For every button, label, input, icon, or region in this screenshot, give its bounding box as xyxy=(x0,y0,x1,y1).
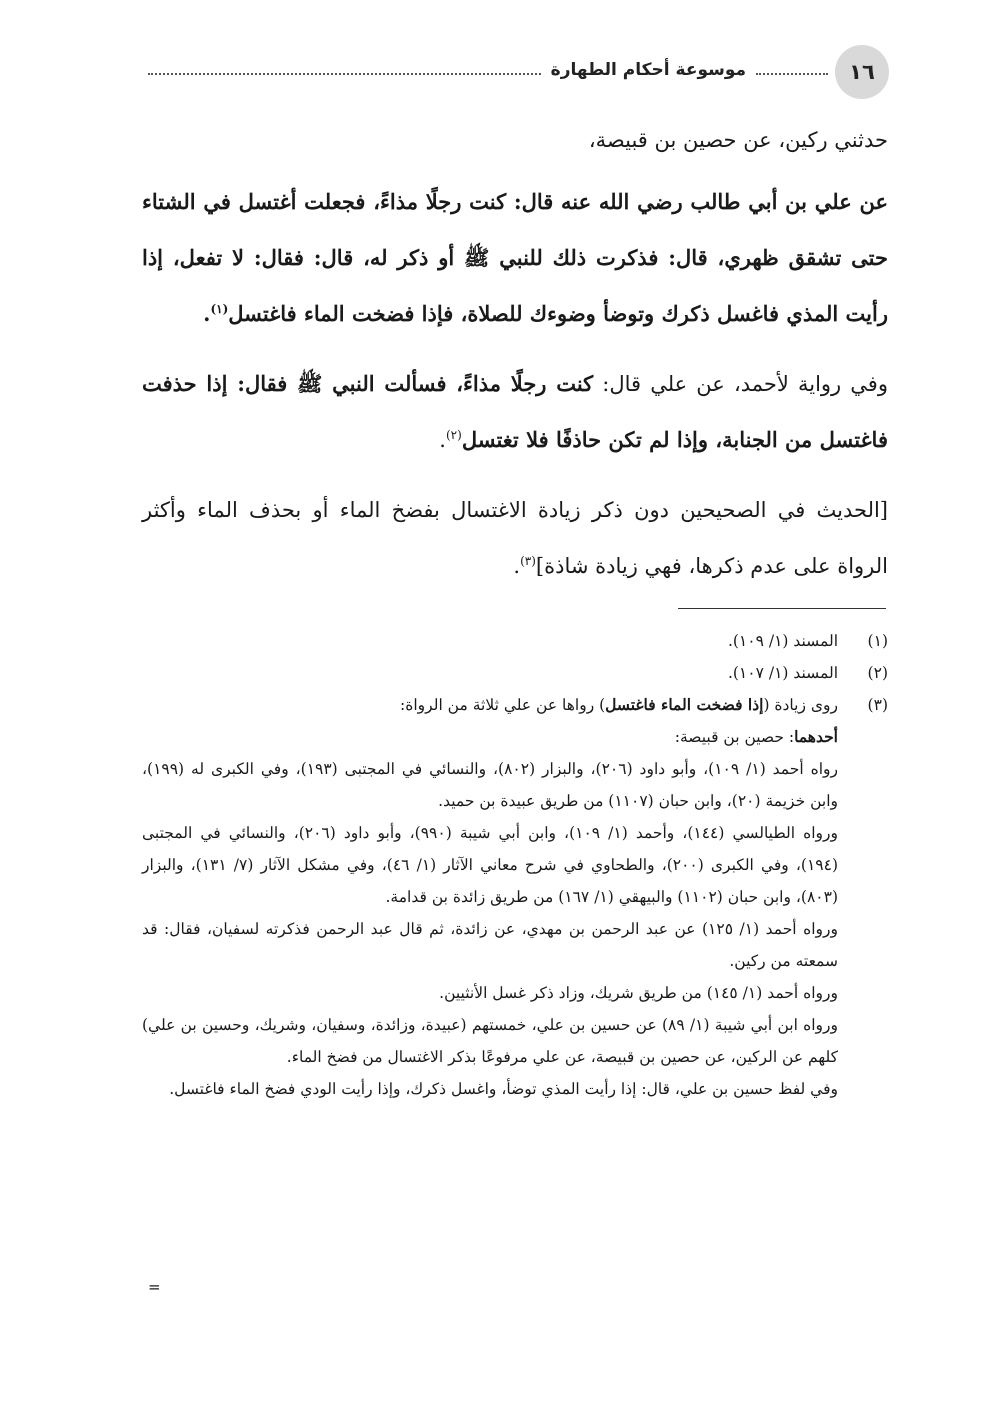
running-header xyxy=(148,58,828,82)
riwaya-text: كنت رجلًا مذاءً، فسألت النبي ﷺ فقال: إذا حذفت فاغتسل من الجنابة، وإذا لم تكن حاذفًا فلا تغتسل xyxy=(142,371,888,452)
continuation-mark: = xyxy=(148,1278,161,1296)
footnote-text: المسند (١/ ١٠٩). xyxy=(727,632,838,650)
footnotes xyxy=(142,625,888,1105)
footnote-separator xyxy=(678,608,886,609)
footnote-number: (١) xyxy=(867,632,888,650)
footnote-3-body xyxy=(142,689,838,1105)
main-text xyxy=(142,112,888,608)
footnote-text: المسند (١/ ١٠٧). xyxy=(727,664,838,682)
footnote-ref-2[interactable]: (٢) xyxy=(445,428,462,442)
hadith-period: . xyxy=(203,301,211,326)
footnote-2 xyxy=(142,657,888,689)
footnote-3-intro xyxy=(142,689,838,721)
first-narrator-name: : حصين بن قبيصة: xyxy=(674,728,795,746)
first-narrator-label: أحدهما xyxy=(794,727,838,746)
takhrij-paragraph: ورواه ابن أبي شيبة (١/ ٨٩) عن حسين بن علي، خمستهم (عبيدة، وزائدة، وسفيان، وشريك، وحسين بن علي) كلهم عن الركين، عن حصين بن قبيصة، عن علي مرفوعًا بذكر الاغتسال من فضخ الماء. xyxy=(142,1016,839,1066)
hadith-body: عن علي بن أبي طالب رضي الله عنه قال: كنت رجلًا مذاءً، فجعلت أغتسل في الشتاء حتى تشقق ظهري، قال: فذكرت ذلك للنبي ﷺ أو ذكر له، قال: فقال: لا تفعل، إذا رأيت المذي فاغسل ذكرك وتوضأ وضوءك للصلاة، فإذا فضخت الماء فاغتسل xyxy=(142,189,888,326)
footnote-ref-3[interactable]: (٣) xyxy=(520,554,536,568)
hadith-judgement xyxy=(142,482,888,594)
judgement-text: [الحديث في الصحيحين دون ذكر زيادة الاغتسال بفضخ الماء أو بحذف الماء وأكثر الرواة على عدم ذكرها، فهي زيادة شاذة] xyxy=(142,498,888,578)
intro-quoted-wording: إذا فضخت الماء فاغتسل xyxy=(605,695,764,714)
takhrij-paragraph: وفي لفظ حسين بن علي، قال: إذا رأيت المذي توضأ، واغسل ذكرك، وإذا رأيت الودي فضخ الماء فاغتسل. xyxy=(169,1080,838,1098)
takhrij-paragraph: ورواه أحمد (١/ ١٢٥) عن عبد الرحمن بن مهدي، عن زائدة، ثم قال عبد الرحمن فذكرته لسفيان، فقال: قد سمعته من ركين. xyxy=(142,920,838,970)
header-dotted-leader-left xyxy=(148,73,541,75)
riwaya-prefix: وفي رواية لأحمد، عن علي قال: xyxy=(593,372,888,396)
riwaya-period: . xyxy=(439,428,446,452)
ahmad-riwaya xyxy=(142,356,888,468)
book-title: موسوعة أحكام الطهارة xyxy=(550,60,746,80)
footnote-ref-1[interactable]: (١) xyxy=(210,302,229,316)
takhrij-paragraph: ورواه الطيالسي (١٤٤)، وأحمد (١/ ١٠٩)، وابن أبي شيبة (٩٩٠)، وأبو داود (٢٠٦)، والنسائي في المجتبى (١٩٤)، وفي الكبرى (٢٠٠)، والطحاوي في شرح معاني الآثار (١/ ٤٦)، وفي مشكل الآثار (٧/ ١٣١)، والبزار (٨٠٣)، وابن حبان (١١٠٢) والبيهقي (١/ ١٦٧) من طريق زائدة بن قدامة. xyxy=(142,824,839,906)
intro-text-b: ) رواها عن علي ثلاثة من الرواة: xyxy=(400,696,606,714)
isnad-intro: حدثني ركين، عن حصين بن قبيصة، xyxy=(588,128,888,152)
page-number-badge: ١٦ xyxy=(835,45,889,99)
footnote-number: (٢) xyxy=(867,664,888,682)
first-narrator-heading xyxy=(142,721,838,753)
header-dotted-leader-right xyxy=(756,73,828,75)
footnote-number: (٣) xyxy=(867,696,888,714)
takhrij-paragraph: ورواه أحمد (١/ ١٤٥) من طريق شريك، وزاد ذكر غسل الأنثيين. xyxy=(439,984,838,1002)
takhrij-paragraph: رواه أحمد (١/ ١٠٩)، وأبو داود (٢٠٦)، والبزار (٨٠٢)، والنسائي في المجتبى (١٩٣)، وفي الكبرى له (١٩٩)، وابن خزيمة (٢٠)، وابن حبان (١١٠٧) من طريق عبيدة بن حميد. xyxy=(142,760,838,810)
judgement-period: . xyxy=(513,554,521,578)
intro-text-a: روى زيادة ( xyxy=(763,696,838,714)
footnote-3 xyxy=(142,689,888,1105)
footnote-1 xyxy=(142,625,888,657)
hadith-text xyxy=(142,174,888,342)
